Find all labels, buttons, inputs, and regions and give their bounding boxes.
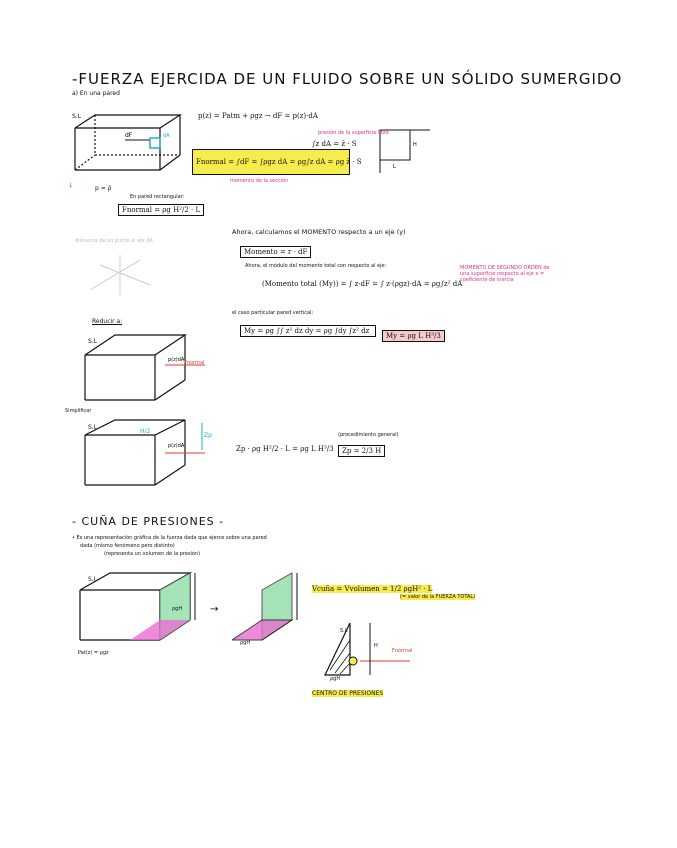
sl-label-4: S.L	[88, 576, 98, 583]
axis-mark: ↓	[68, 182, 74, 189]
fnormal-yellow: Fnormal = ∫dF = ∫ρgz dA = ρg∫z dA = ρg z̄ · S	[192, 149, 350, 175]
patm-label: Pat(z) = ρgz	[78, 650, 109, 656]
box-diagram-2	[80, 325, 210, 415]
fnormal-label-3: Fnormal	[392, 648, 413, 654]
fnormal-box: Fnormal = ρg H²/2 · L	[118, 204, 204, 216]
sl-label-5: S.L	[340, 628, 348, 634]
page-title: -FUERZA EJERCIDA DE UN FLUIDO SOBRE UN SÓLIDO SUMERGIDO	[72, 70, 623, 88]
caso-label: el caso particular pared vertical:	[232, 310, 314, 316]
momento-box: Momento = r · dF	[240, 246, 311, 258]
vcuna-formula: Vcuña = Vvolumen = 1/2 ρgH² · L	[312, 585, 433, 593]
pink-note-right: MOMENTO DE SEGUNDO ORDEN de una superficie respecto al eje x = coeficiente de inercia	[460, 265, 550, 283]
df-label: dF	[125, 132, 133, 139]
vcuna-note: (= valor de la FUERZA TOTAL)	[400, 594, 476, 600]
section2-desc2: dada (mismo fenómeno pero distinto)	[80, 543, 175, 549]
my-result: My = ρg L H³/3	[382, 330, 445, 342]
pgh-label-1: ρgH	[172, 606, 183, 612]
pressure-formula: p(z) = Patm + ρgz → dF = p(z)·dA	[198, 112, 318, 120]
section2-desc3: (representa un volumen de la presión)	[104, 551, 201, 557]
faint-sketch	[80, 250, 170, 300]
momento-total-formula: (Momento total (My)) = ∫ z·dF = ∫ z·(ρgz)·dA = ρg∫z² dA	[262, 280, 463, 288]
dist-label: distancia de un punto al eje dA	[75, 238, 153, 244]
box-diagram-1	[65, 110, 190, 190]
pgh-label-2: ρgH	[240, 640, 251, 646]
square-diagram	[368, 118, 438, 178]
zp-side-label: Zp	[204, 432, 212, 439]
p-label: p = ρ̄	[95, 185, 112, 192]
simplifica-label: Simplificar	[65, 408, 92, 414]
zp-eq: Zp · ρg H²/2 · L = ρg L H³/3	[236, 445, 334, 453]
pgh-label-3: ρgH	[330, 676, 341, 682]
section2-desc1: • Es una representación gráfica de la fuerza dada que ejerce sobre una pared	[72, 535, 267, 541]
ahora2-label: Ahora, el módulo del momento total con respecto al eje:	[245, 263, 387, 269]
proc-label: (procedimiento general)	[338, 432, 399, 438]
ahora-label: Ahora, calculamos el MOMENTO respecto a un eje (y)	[232, 228, 406, 236]
sl-label-1: S.L	[72, 113, 82, 120]
pink-note-2: momento de la sección	[230, 178, 289, 184]
pink-note-1: presión de la superficie libre	[318, 130, 389, 136]
h-label: H	[374, 643, 378, 649]
p-z-label-2: p(z)dA	[168, 357, 185, 363]
zbar-formula: ∫z dA = z̄ · S	[312, 140, 357, 148]
section2-title: - CUÑA DE PRESIONES -	[72, 515, 225, 528]
centro-label: CENTRO DE PRESIONES	[312, 690, 384, 697]
sl-label-3: S.L	[88, 424, 98, 431]
my-box: My = ρg ∫∫ z² dz dy = ρg ∫dy ∫z² dz	[240, 325, 376, 337]
sl-label-2: S.L	[88, 338, 98, 345]
en-pared-label: En pared rectangular:	[130, 194, 185, 200]
p-z-label-3: p(z)dA	[168, 443, 185, 449]
h2-label: H/2	[140, 428, 151, 435]
reducir-label: Reducir a:	[92, 318, 123, 325]
arrow-label: →	[210, 604, 219, 615]
square-h: H	[413, 142, 417, 148]
zp-result: Zp = 2/3 H	[338, 445, 385, 457]
da-label: dA	[163, 133, 170, 139]
subtitle: a) En una pared	[72, 90, 120, 97]
square-l: L	[393, 164, 396, 170]
fnormal-label-2: Fnormal	[184, 360, 205, 366]
